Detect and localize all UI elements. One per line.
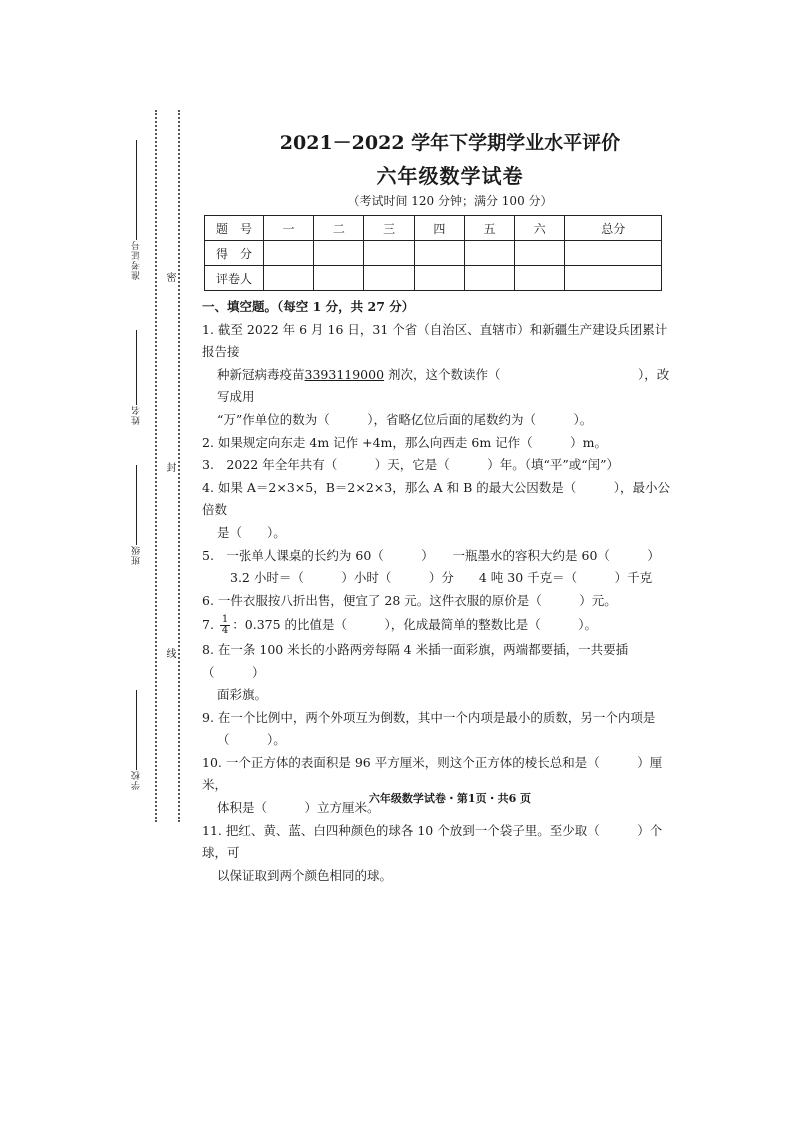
table-header-cell: 总分: [565, 216, 662, 241]
table-header-cell: 六: [515, 216, 565, 241]
question-6: 6. 一件衣服按八折出售，便宜了 28 元。这件衣服的原价是（ ）元。: [202, 592, 617, 608]
row-label: 评卷人: [205, 266, 264, 291]
question-9-line-1: 9. 在一个比例中，两个外项互为倒数，其中一个内项是最小的质数，另一个内项是: [202, 709, 656, 725]
question-2: 2. 如果规定向东走 4m 记作 +4m，那么向西走 6m 记作（ ）m。: [202, 434, 608, 450]
class-field: [128, 465, 144, 565]
question-3: 3. 2022 年全年共有（ ）天，它是（ ）年。（填“平”或“闰”）: [202, 457, 620, 473]
seal-dashed-line-right: [178, 110, 180, 822]
question-10-line-2: 体积是（ ）立方厘米。: [217, 800, 380, 816]
question-5-line-2: 3.2 小时＝（ ）小时（ ）分 4 吨 30 千克＝（ ）千克: [230, 570, 653, 586]
score-cell[interactable]: [264, 241, 314, 266]
school-field: [128, 690, 144, 790]
grader-row: [205, 266, 662, 291]
seal-word-feng: 封: [164, 462, 175, 472]
score-row: [205, 241, 662, 266]
exam-id-field: [128, 140, 144, 280]
exam-note: （考试时间 120 分钟；满分 100 分）: [347, 194, 553, 208]
section-heading: 一、填空题。（每空 1 分，共 27 分）: [202, 299, 415, 314]
question-11-line-2: 以保证取到两个颜色相同的球。: [217, 867, 393, 883]
page-footer: 六年级数学试卷・第1页・共6 页: [368, 792, 532, 805]
score-cell[interactable]: [565, 241, 662, 266]
question-1-text-b: 剂次，这个数读作（ ），改写成用: [217, 366, 670, 405]
grader-cell[interactable]: [364, 266, 414, 291]
question-1-line-3: “万”作单位的数为（ ），省略亿位后面的尾数约为（ ）。: [217, 411, 593, 427]
seal-word-xian: 线: [164, 648, 175, 658]
score-cell[interactable]: [414, 241, 464, 266]
score-table: [204, 215, 662, 291]
fraction-one-quarter: [220, 615, 230, 636]
school-line: [136, 690, 137, 770]
name-line: [136, 330, 137, 405]
question-8-line-1: 8. 在一条 100 米长的小路两旁每隔 4 米插一面彩旗，两端都要插，一共要插（ ）: [202, 641, 629, 680]
table-header-cell: 二: [314, 216, 364, 241]
grader-cell[interactable]: [414, 266, 464, 291]
name-label: 姓名: [131, 405, 142, 425]
table-header-cell: 五: [464, 216, 514, 241]
table-header-cell: 题 号: [205, 216, 264, 241]
question-1-line-1: 1. 截至 2022 年 6 月 16 日，31 个省（自治区、直辖市）和新疆生产建设兵团累计报告接: [202, 321, 668, 360]
question-7: [202, 614, 672, 637]
exam-title: 2021－2022 学年下学期学业水平评价: [279, 132, 621, 154]
score-cell[interactable]: [464, 241, 514, 266]
question-11-line-1: 11. 把红、黄、蓝、白四种颜色的球各 10 个放到一个袋子里。至少取（ ）个球，可: [202, 822, 663, 861]
exam-id-label: 准考证号: [131, 240, 142, 280]
class-label: 班级: [131, 545, 142, 565]
score-cell[interactable]: [515, 241, 565, 266]
fraction-denominator: 4: [221, 625, 229, 637]
question-4-line-2: 是（ ）。: [217, 524, 286, 540]
class-line: [136, 465, 137, 545]
table-header-cell: 一: [264, 216, 314, 241]
exam-subtitle: 六年级数学试卷: [376, 164, 524, 188]
grader-cell[interactable]: [515, 266, 565, 291]
table-header-cell: 三: [364, 216, 414, 241]
vaccine-dose-number: 3393119000: [304, 366, 385, 382]
row-label: 得 分: [205, 241, 264, 266]
question-7-text: ：0.375 的比值是（ ），化成最简单的整数比是（ ）。: [232, 617, 598, 633]
name-field: [128, 330, 144, 425]
grader-cell[interactable]: [314, 266, 364, 291]
score-cell[interactable]: [364, 241, 414, 266]
question-1-line-2: [202, 364, 672, 409]
fraction-numerator: 1: [221, 614, 229, 626]
school-label: 学校: [131, 770, 142, 790]
question-8-line-2: 面彩旗。: [217, 687, 268, 703]
grader-cell[interactable]: [565, 266, 662, 291]
question-10-line-1: 10. 一个正方体的表面积是 96 平方厘米，则这个正方体的棱长总和是（ ）厘米，: [202, 754, 663, 793]
score-cell[interactable]: [314, 241, 364, 266]
grader-cell[interactable]: [464, 266, 514, 291]
grader-cell[interactable]: [264, 266, 314, 291]
question-9-line-2: （ ）。: [217, 732, 286, 748]
exam-id-line: [136, 140, 137, 240]
table-header-cell: 四: [414, 216, 464, 241]
question-5-line-1: 5. 一张单人课桌的长约为 60（ ） 一瓶墨水的容积大约是 60（ ）: [202, 547, 660, 563]
question-1-text-a: 种新冠病毒疫苗: [217, 366, 305, 382]
score-table-header-row: [205, 216, 662, 241]
question-4-line-1: 4. 如果 A＝2×3×5，B＝2×2×3，那么 A 和 B 的最大公因数是（ ），最小公倍数: [202, 479, 671, 518]
seal-dashed-line-left: [155, 110, 157, 822]
question-7-prefix: 7.: [202, 617, 218, 633]
seal-word-mi: 密: [164, 272, 175, 282]
